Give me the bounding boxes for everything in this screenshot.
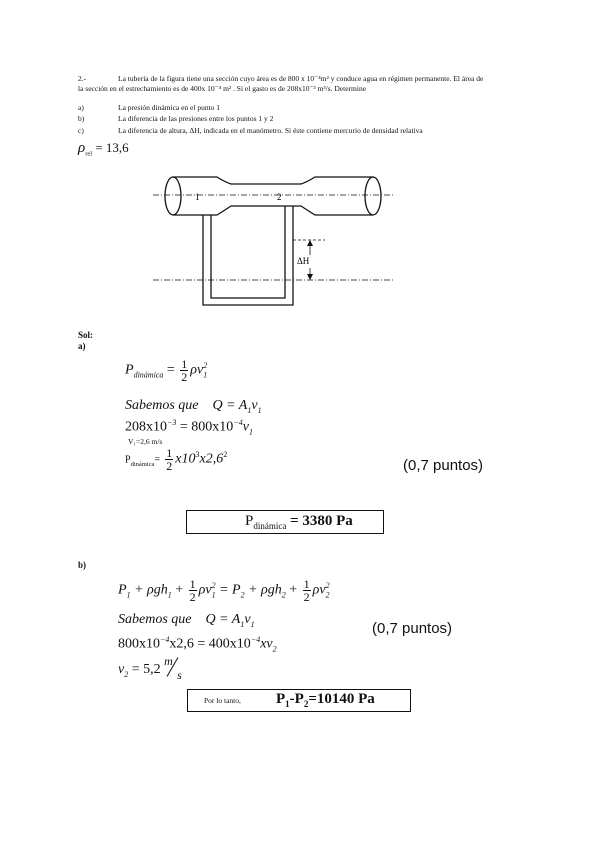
rho-sub: rel [85,150,93,158]
a-half-fraction [180,358,188,383]
problem-number: 2.- [78,74,87,83]
b-por-lo-tanto: Por lo tanto, [204,696,241,705]
b-rho-v2: ρv [312,582,326,598]
b-continuity-line [118,635,277,653]
problem-statement-line2: la sección en el estrechamiento es de 400x 10⁻⁴ m² . Si el gasto es de 208x10⁻³ m³/s. Determine [78,84,367,93]
b-p1-sub: 1 [126,590,131,600]
item-b-label: b) [78,114,85,123]
b-unit-s: s [177,668,182,682]
a-line3c: v [242,419,249,435]
b-v1-sq: 2 [211,581,216,591]
b-result-box [187,689,411,712]
arrow-up-head [307,240,313,246]
b-v2-val: = 5,2 [128,662,161,678]
a-result-box [186,510,384,534]
a-line3-exp: −3 [167,418,177,427]
a-calc-half-num: 1 [166,446,173,460]
b-v2-sub: 2 [124,670,129,680]
pipe-left-end [165,177,181,215]
b-result-p1: P [276,691,286,707]
arrow-down-head [307,274,313,280]
b-rgh2: + ρgh [244,582,282,598]
b-line3: 800x10 [118,636,160,652]
a-a-sub: 1 [247,405,252,415]
b-v-sub: 1 [250,619,255,629]
b-q-eq: Q = A [205,612,241,627]
b-half2-num: 1 [303,577,310,591]
b-half1-den: 2 [189,590,196,604]
a-dynamic-pressure-eq [125,358,207,383]
b-v-sym: v [244,612,251,627]
b-unit [164,654,186,682]
item-c-label: c) [78,126,84,135]
b-result-p2-sub: 2 [303,699,309,709]
a-continuity-line [125,418,253,436]
b-v2-result [118,654,186,682]
a-v1-sub: 1 [257,405,262,415]
part-b-label: b) [78,560,87,570]
b-result-val: =10140 Pa [308,691,375,707]
b-half1 [189,578,197,603]
a-line3b: = 800x10 [176,419,234,435]
rho-relative [78,140,129,158]
b-half2 [303,578,311,603]
delta-h-label: ΔH [297,256,310,266]
pipe-manometer-figure [145,160,395,320]
b-p1: P [118,582,127,598]
item-a-text: La presión dinámica en el punto 1 [118,103,221,112]
a-sq: 2 [203,361,208,371]
a-sabemos-line [125,398,262,415]
a-p-symbol: P [125,362,134,378]
a-p-small-eq: = [154,454,161,466]
b-half1-num: 1 [189,577,196,591]
b-unit-m: m [164,654,173,668]
b-line3c: xv [260,636,273,652]
problem-statement-line1: La tubería de la figura tiene una sección cuyo área es de 800 x 10⁻⁴m² y conduce agua en régimen permanente. El área de [118,74,484,83]
b-v2-sq: 2 [325,581,330,591]
b-h2-sub: 2 [281,590,286,600]
a-mult2-exp: 2 [223,450,228,460]
a-equals: = [166,362,175,378]
b-line3c-sub: 2 [272,644,277,654]
a-result-val: = 3380 Pa [290,513,353,529]
a-calc-half-den: 2 [166,459,173,473]
a-p-small-sub: dinámica [130,461,155,469]
a-result-p: P [245,513,254,529]
b-result [276,691,375,709]
a-line3: 208x10 [125,419,167,435]
b-line3b: x2,6 = 400x10 [169,636,251,652]
b-rho-v1: ρv [198,582,212,598]
item-b-text: La diferencia de las presiones entre los puntos 1 y 2 [118,114,274,123]
rho-symbol: ρ [78,140,86,156]
b-p2-sub: 2 [240,590,245,600]
item-a-label: a) [78,103,84,112]
manometer-outer [203,206,293,305]
b-plus2: + [285,582,301,598]
b-bernoulli-eq [118,578,330,603]
b-v2-sub: 2 [325,590,330,600]
b-v1-sub: 1 [211,590,216,600]
rho-value: = 13,6 [95,140,129,155]
a-v1-result: V₁=2,6 m/s [128,437,163,446]
b-result-dash: -P [289,691,304,707]
b-sabemos-line [118,612,255,629]
a-result-sub: dinámica [253,521,287,531]
a-p-sub: dinámica [133,370,164,380]
a-mult-exp: 3 [195,450,200,460]
b-rgh1: + ρgh [130,582,168,598]
part-a-label: a) [78,341,86,351]
b-v2: v [118,662,125,678]
b-plus1: + [171,582,187,598]
a-sabemos: Sabemos que [125,398,199,413]
a-p-small: P [125,454,131,466]
point-1-label: 1 [195,192,200,202]
point-2-label: 2 [277,192,282,202]
pipe-right-end [365,177,381,215]
a-v1: v [251,398,258,413]
sol-label: Sol: [78,330,94,340]
a-half-den: 2 [181,370,188,384]
pipe-left [173,177,373,184]
b-half2-den: 2 [303,590,310,604]
pipe-bottom [173,206,373,215]
a-half-num: 1 [181,357,188,371]
a-v-sub: 1 [203,370,208,380]
b-eq-mid: = P [215,582,241,598]
a-calc-fraction [165,447,173,472]
b-sabemos: Sabemos que [118,612,192,627]
a-result [245,513,353,531]
b-a-sub: 1 [240,619,245,629]
b-line3b-exp: −4 [250,635,261,644]
b-line3-exp: −4 [160,635,170,644]
b-h1-sub: 1 [167,590,172,600]
item-c-text: La diferencia de altura, ΔH, indicada en el manómetro. Si éste contiene mercurio de densidad relativa [118,126,423,135]
a-line3c-sub: 1 [248,427,253,437]
manometer-inner [211,206,285,298]
a-pressure-calc [125,447,227,472]
a-line3b-exp: −4 [233,418,243,427]
a-points: (0,7 puntos) [403,457,484,474]
b-result-p1-sub: 1 [285,699,290,709]
a-rho-v: ρv [190,362,204,378]
b-points: (0,7 puntos) [372,620,453,637]
a-q-eq: Q = A [212,398,248,413]
a-mult: x10 [175,451,196,467]
a-mult2: x2,6 [199,451,224,467]
